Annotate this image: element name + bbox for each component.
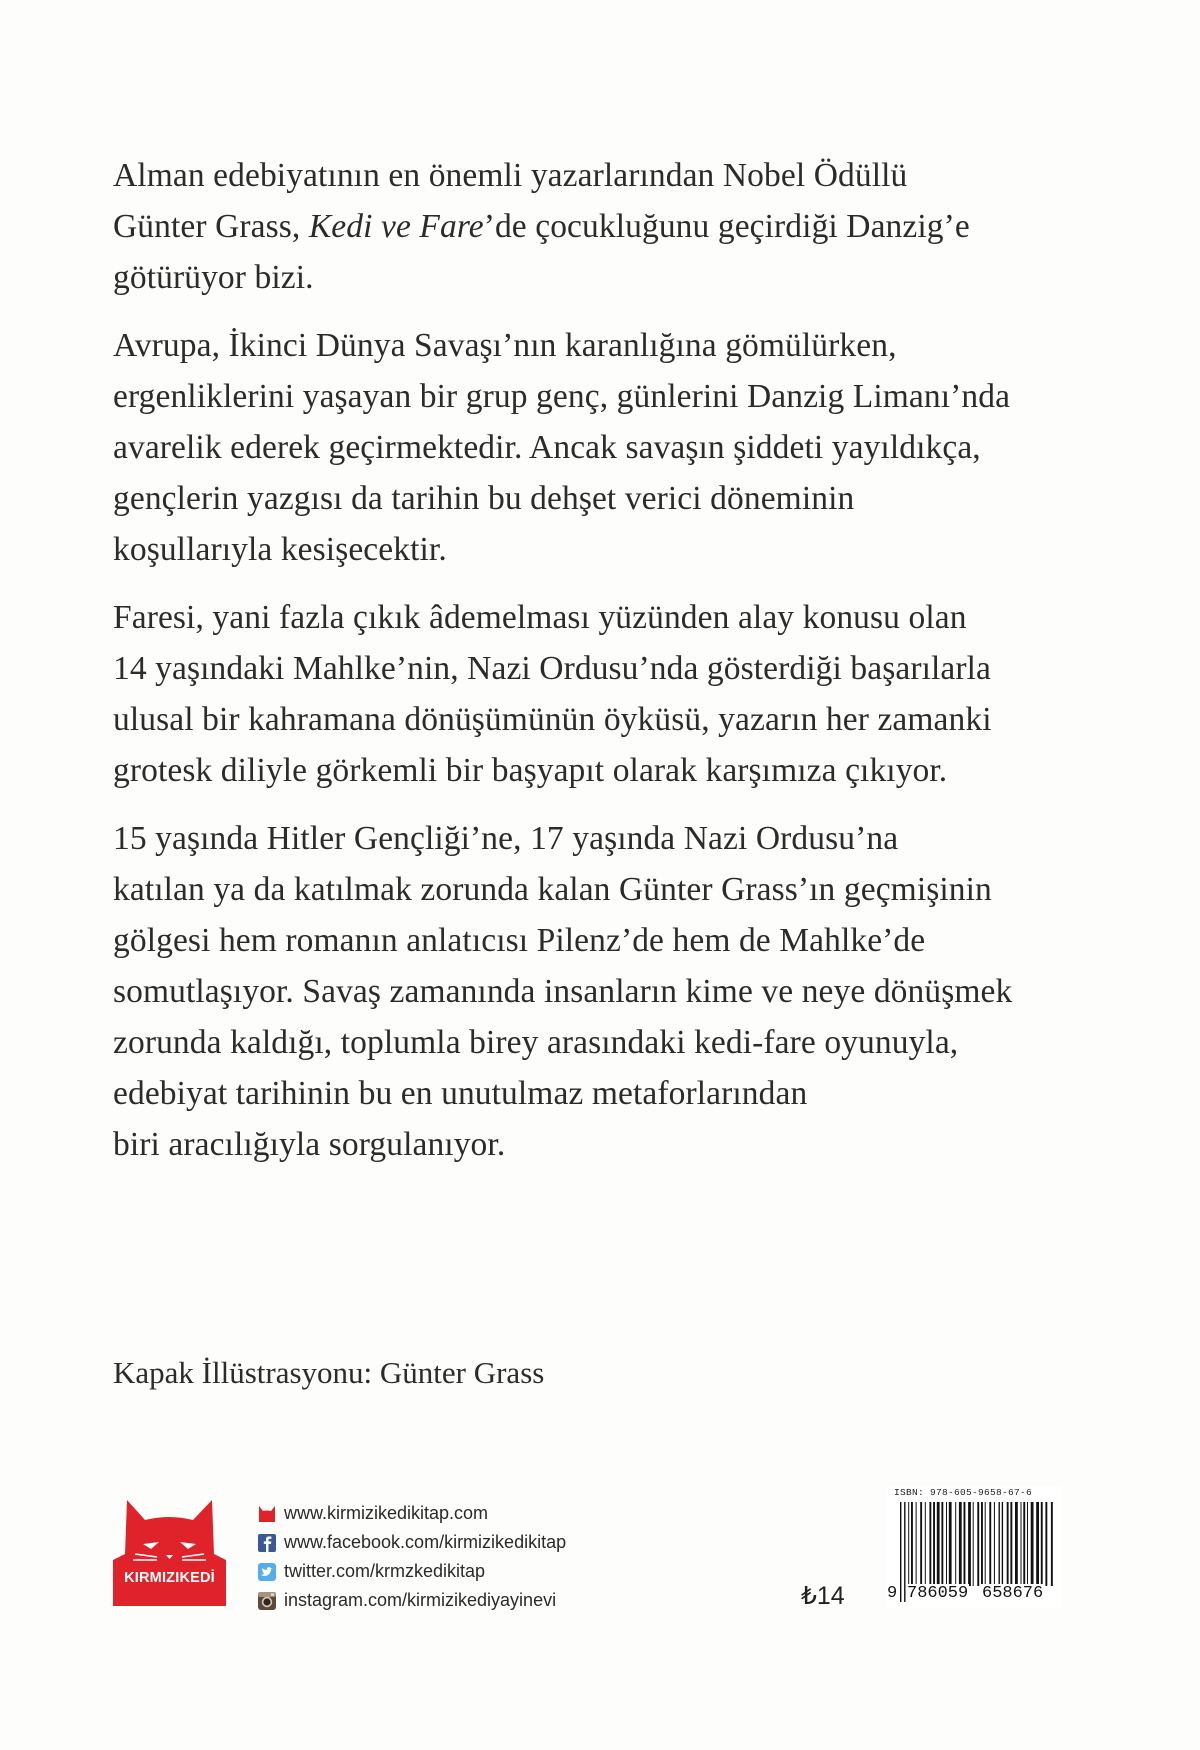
facebook-icon bbox=[256, 1533, 278, 1553]
blurb-line: koşullarıyla kesişecektir. bbox=[113, 531, 447, 568]
link-text: instagram.com/kirmizikediyayinevi bbox=[284, 1590, 557, 1610]
barcode-bar bbox=[1027, 1502, 1028, 1586]
barcode-bar bbox=[933, 1502, 935, 1586]
website-link[interactable] bbox=[256, 1499, 566, 1528]
logo-label: KIRMIZIKEDİ bbox=[124, 1570, 215, 1586]
blurb-line: Alman edebiyatının en önemli yazarlarından Nobel Ödüllü bbox=[113, 157, 908, 194]
barcode-bar bbox=[916, 1502, 917, 1586]
barcode-bar bbox=[973, 1502, 974, 1586]
publisher-logo bbox=[113, 1498, 226, 1606]
barcode-bar bbox=[941, 1502, 943, 1586]
blurb-line: Avrupa, İkinci Dünya Savaşı’nın karanlığına gömülürken, bbox=[113, 327, 897, 364]
blurb-line: katılan ya da katılmak zorunda kalan Günter Grass’ın geçmişinin bbox=[113, 871, 992, 908]
barcode-bar bbox=[911, 1502, 913, 1586]
blurb-line: ergenliklerini yaşayan bir grup genç, günlerini Danzig Limanı’nda bbox=[113, 378, 1011, 415]
ean-left-group: 786059 bbox=[907, 1584, 969, 1603]
red-cat-logo-icon bbox=[113, 1498, 226, 1606]
barcode-bar bbox=[908, 1502, 909, 1586]
barcode-bar bbox=[1036, 1502, 1039, 1586]
barcode-bar bbox=[994, 1502, 995, 1586]
instagram-icon bbox=[256, 1591, 278, 1611]
barcode-bar bbox=[1041, 1502, 1043, 1586]
barcode-bar bbox=[1015, 1502, 1018, 1586]
publisher-links bbox=[256, 1499, 566, 1615]
link-text: www.facebook.com/kirmizikedikitap bbox=[284, 1532, 567, 1552]
twitter-link[interactable] bbox=[256, 1557, 566, 1586]
blurb-line: 14 yaşındaki Mahlke’nin, Nazi Ordusu’nda gösterdiği başarılarla bbox=[113, 650, 991, 687]
barcode-bar bbox=[1051, 1502, 1053, 1586]
link-text: www.kirmizikedikitap.com bbox=[284, 1503, 489, 1523]
blurb-line: gölgesi hem romanın anlatıcısı Pilenz’de hem de Mahlke’de bbox=[113, 922, 926, 959]
twitter-icon bbox=[256, 1562, 278, 1582]
blurb-line: götürüyor bizi. bbox=[113, 259, 314, 296]
barcode-bar bbox=[989, 1502, 991, 1586]
barcode-bar bbox=[920, 1502, 922, 1586]
illustration-credit: Kapak İllüstrasyonu: Günter Grass bbox=[113, 1355, 545, 1390]
barcode-bar bbox=[1023, 1502, 1025, 1586]
blurb-line: biri aracılığıyla sorgulanıyor. bbox=[113, 1126, 506, 1163]
blurb-line: somutlaşıyor. Savaş zamanında insanların kime ve neye dönüşmek bbox=[113, 973, 1013, 1010]
blurb-line: avarelik ederek geçirmektedir. Ancak savaşın şiddeti yayıldıkça, bbox=[113, 429, 981, 466]
barcode-bar bbox=[985, 1502, 986, 1586]
barcode-bar bbox=[1007, 1502, 1009, 1586]
price-label: ₺14 bbox=[801, 1582, 845, 1610]
barcode-bar bbox=[1021, 1502, 1022, 1586]
barcode-bar bbox=[977, 1502, 979, 1586]
blurb-line: 15 yaşında Hitler Gençliği’ne, 17 yaşında Nazi Ordusu’na bbox=[113, 820, 899, 857]
instagram-link[interactable] bbox=[256, 1586, 566, 1615]
barcode-bar bbox=[949, 1502, 952, 1586]
blurb-paragraph-4 bbox=[113, 813, 1073, 1170]
blurb-paragraph-2 bbox=[113, 320, 1073, 575]
cat-icon bbox=[256, 1504, 278, 1524]
blurb-line: grotesk diliyle görkemli bir başyapıt olarak karşımıza çıkıyor. bbox=[113, 752, 948, 789]
ean-right-group: 658676 bbox=[982, 1584, 1044, 1603]
blurb-line: gençlerin yazgısı da tarihin bu dehşet verici döneminin bbox=[113, 480, 855, 517]
isbn-barcode bbox=[886, 1486, 1061, 1608]
barcode-bar bbox=[959, 1502, 962, 1586]
barcode-bar bbox=[925, 1502, 926, 1586]
facebook-link[interactable] bbox=[256, 1528, 566, 1557]
blurb-line: edebiyat tarihinin bu en unutulmaz metaforlarından bbox=[113, 1075, 808, 1112]
barcode-bar bbox=[1010, 1502, 1012, 1586]
barcode-bar bbox=[1045, 1502, 1047, 1586]
barcode-bar bbox=[968, 1502, 971, 1586]
barcode-bar bbox=[937, 1502, 940, 1586]
isbn-label: ISBN: 978-605-9658-67-6 bbox=[894, 1487, 1033, 1498]
barcode-bar bbox=[964, 1502, 966, 1586]
barcode-bar bbox=[946, 1502, 947, 1586]
link-text: twitter.com/krmzkedikitap bbox=[284, 1561, 486, 1581]
book-title: Kedi ve Fare bbox=[308, 208, 484, 245]
barcode-bar bbox=[1031, 1502, 1034, 1586]
blurb-line: Günter Grass, Kedi ve Fare’de çocukluğunu geçirdiği Danzig’e bbox=[113, 208, 970, 245]
blurb-line: zorunda kaldığı, toplumla birey arasındaki kedi-fare oyunuyla, bbox=[113, 1024, 959, 1061]
blurb-line: ulusal bir kahramana dönüşümünün öyküsü, yazarın her zamanki bbox=[113, 701, 992, 738]
barcode-bar bbox=[955, 1502, 956, 1586]
barcode-bar bbox=[981, 1502, 983, 1586]
ean-digits bbox=[886, 1584, 1061, 1606]
blurb-line: Faresi, yani fazla çıkık âdemelması yüzünden alay konusu olan bbox=[113, 599, 967, 636]
ean-lead-digit: 9 bbox=[887, 1584, 898, 1603]
barcode-bar bbox=[929, 1502, 931, 1586]
blurb-paragraph-3 bbox=[113, 592, 1073, 796]
back-cover-blurb bbox=[113, 150, 1073, 1187]
blurb-paragraph-1 bbox=[113, 150, 1073, 303]
